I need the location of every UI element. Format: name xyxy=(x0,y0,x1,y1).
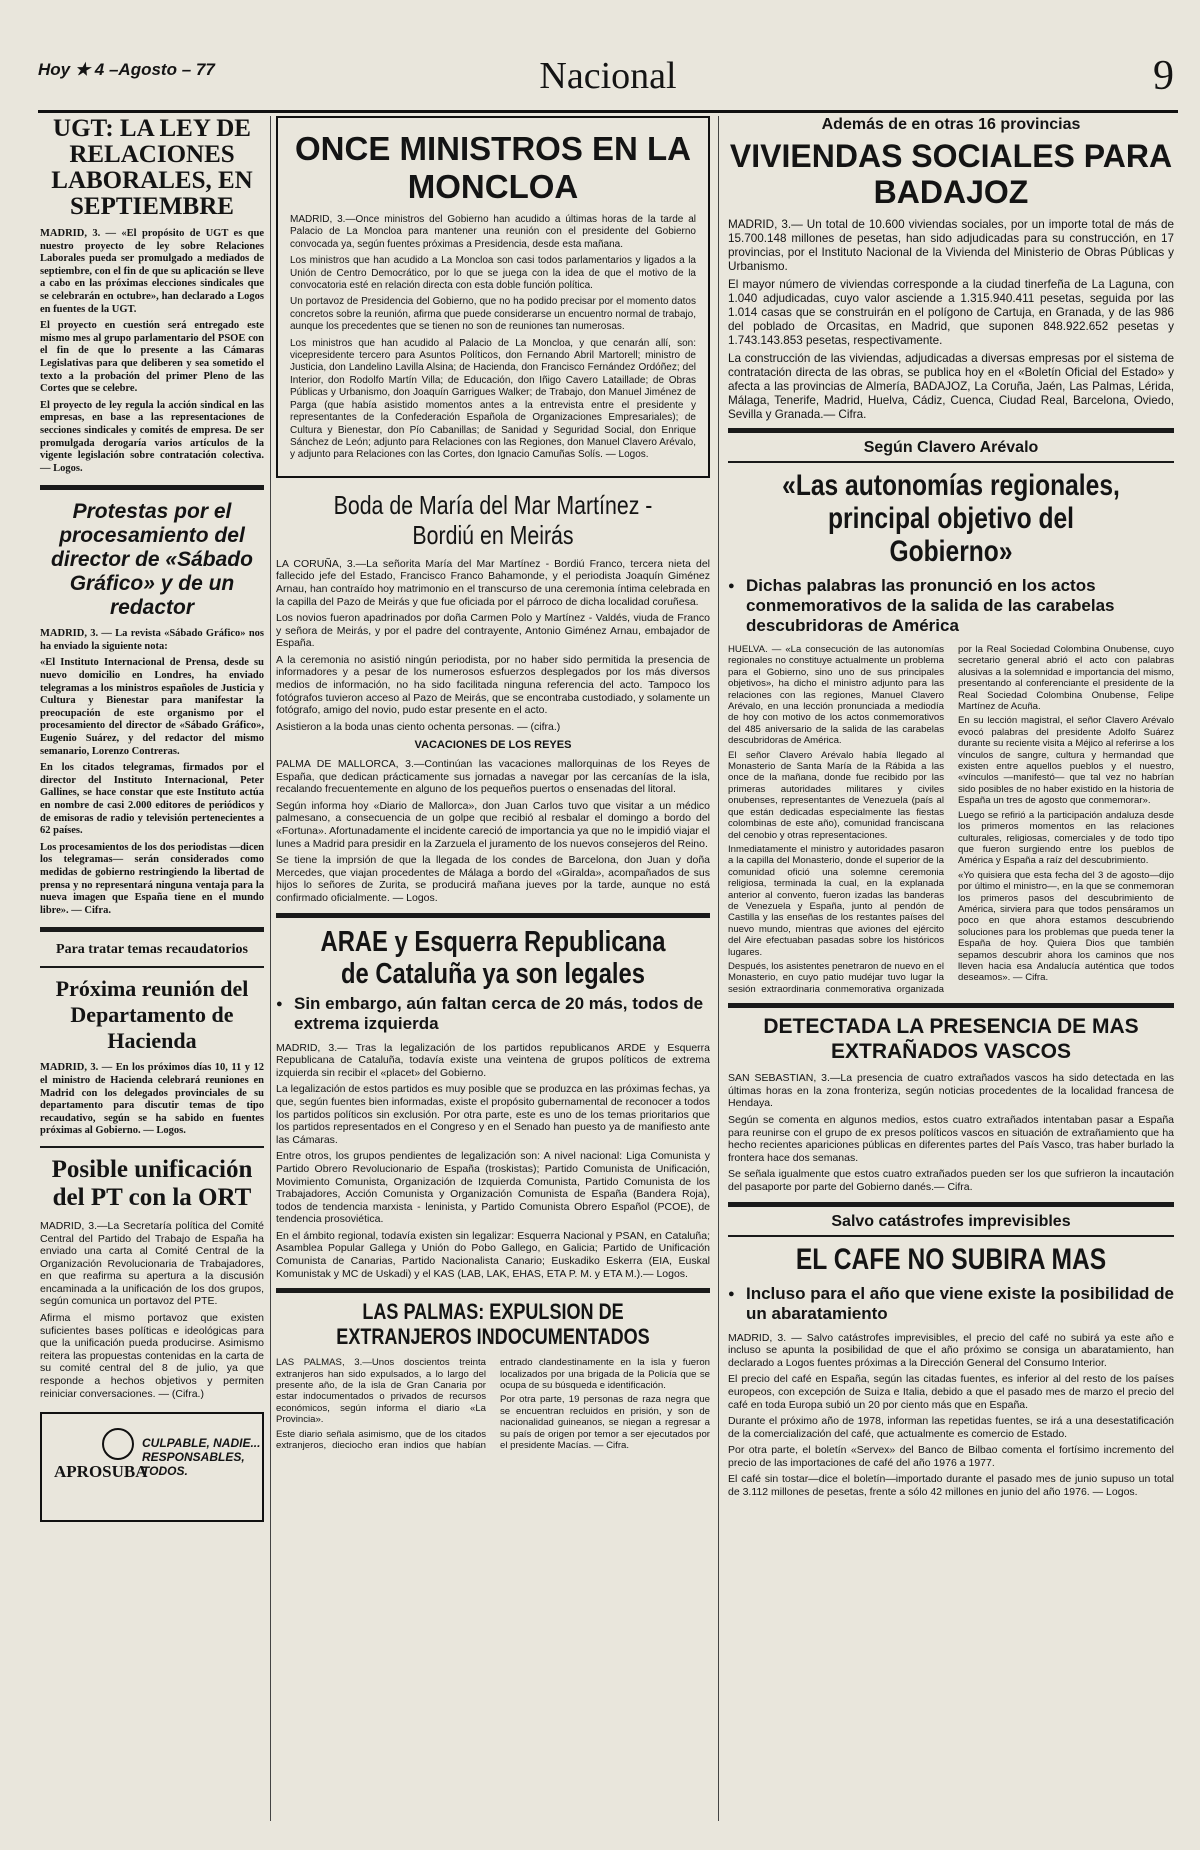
viviendas-kicker: Además de en otras 16 provincias xyxy=(821,116,1081,133)
masthead xyxy=(38,52,1178,113)
paragraph: Después, los asistentes penetraron de nuevo en el Monasterio, en cuyo patio mudéjar tuvo lugar la sesión extraordinaria conmemorativa organizada por la Real Sociedad Colombina Onubense, cuyo secretario general abrió el acto con palabras alusivas a la solemnidad e importancia del mismo, presentando al conferenciante el presidente de la Real Sociedad Colombina Onubense, Felipe Martínez de Acuña. xyxy=(728,644,1174,995)
paragraph: Un portavoz de Presidencia del Gobierno, que no ha podido precisar por el momento datos concretos sobre la reunión, afirma que puede considerarse un encuentro normal de trabajo, aunque los precedentes que se tienen no son de reuniones tan numerosas. xyxy=(290,296,696,333)
pt-ort-article xyxy=(40,1220,264,1400)
column-divider xyxy=(270,116,271,1821)
pt-ort-headline: Posible unificación del PT con la ORT xyxy=(51,1155,253,1211)
hacienda-article xyxy=(40,1062,264,1138)
page-number: 9 xyxy=(1153,53,1174,99)
divider xyxy=(40,966,264,968)
divider xyxy=(728,1235,1174,1237)
paragraph: La construcción de las viviendas, adjudicadas a diversas empresas por el sistema de contratación directa de las obras, se publica hoy en el «Boletín Oficial del Estado» y afecta a las provincias de Almería, BADAJOZ, La Coruña, Jaén, Las Palmas, Lérida, Málaga, Tenerife, Madrid, Huelva, Cádiz, Cuenca, Ciudad Real, Barcelona, Oviedo, Sevilla y Granada.— Cifra. xyxy=(728,352,1174,421)
autonomias-kicker: Según Clavero Arévalo xyxy=(863,439,1039,456)
section-bar xyxy=(276,1288,710,1293)
paragraph: El proyecto en cuestión será entregado este mismo mes al grupo parlamentario del PSOE con el fin de que lo presente a las Cámaras Legislativas para que deliberen y sea sometido el texto a la probación del primer Pleno de las Cortes que se celebre. xyxy=(40,320,264,395)
hacienda-headline: Próxima reunión del Departamento de Hacienda xyxy=(55,976,249,1054)
boda-article xyxy=(276,558,710,905)
ministros-headline: ONCE MINISTROS EN LA MONCLOA xyxy=(294,130,692,205)
hacienda-kicker: Para tratar temas recaudatorios xyxy=(56,942,248,958)
cafe-article xyxy=(728,1332,1174,1499)
vacaciones-subhead: VACACIONES DE LOS REYES xyxy=(414,739,572,752)
ad-line: CULPABLE, NADIE... xyxy=(142,1436,261,1451)
ad-logo: APROSUBA xyxy=(54,1462,148,1482)
paragraph: A la ceremonia no asistió ningún periodista, por no haber sido permitida la presencia de informadores y a pesar de los numerosos esfuerzos desplegados por los más diversos medios de información, no ha sido facilitada ninguna referencia del acto. Tampoco los fotógrafos tuvieron acceso al Pazo de Meirás, que se encontraba custodiado, y solamente un fotógrafo, amigo del novio, pudo estar presente en el acto. xyxy=(276,653,710,717)
autonomias-bullet: ● Dichas palabras las pronunció en los actos conmemorativos de la salida de las carabelas descubridoras de América xyxy=(728,576,1174,636)
autonomias-article xyxy=(728,644,1174,995)
paragraph: MADRID, 3. — «El propósito de UGT es que nuestro proyecto de ley sobre Relaciones Laborales pueda ser promulgado a mediados de septiembre, con el fin de que su aplicación se lleve a cabo en las próximas elecciones sindicales que se celebrarán en octubre», han declarado a Logos en fuentes de la UGT. xyxy=(40,228,264,315)
arae-headline: ARAE y Esquerra Republicana de Cataluña ya son legales xyxy=(320,925,666,990)
arae-bullet: ● Sin embargo, aún faltan cerca de 20 más, todos de extrema izquierda xyxy=(276,994,710,1034)
ministros-article xyxy=(290,214,696,462)
ad-line: TODOS. xyxy=(142,1464,188,1479)
paragraph: PALMA DE MALLORCA, 3.—Continúan las vacaciones mallorquinas de los Reyes de España, que dedican prácticamente sus jornadas a navegar por las cercanías de la isla, recalando frecuentemente en alguno de los pequeños puertos o ensenadas del litoral. xyxy=(276,758,710,796)
protestas-headline: Protestas por el procesamiento del director de «Sábado Gráfico» y de un redactor xyxy=(51,500,253,620)
paragraph: MADRID, 3. — La revista «Sábado Gráfico» nos ha enviado la siguiente nota: xyxy=(40,628,264,652)
viviendas-article xyxy=(728,218,1174,422)
paragraph: Los procesamientos de los dos periodistas —dicen los telegramas— serán considerados como medidas de gobierno restringiendo la libertad de prensa y no representará ninguna ventaja para la nueva imagen que España tiene en el mundo libre». — Cifra. xyxy=(40,841,264,916)
paragraph: LAS PALMAS, 3.—Unos doscientos treinta extranjeros han sido expulsados, a lo largo del presente año, de la isla de Gran Canaria por estar indocumentados o privados de recursos económicos, según informa el diario «La Provincia». xyxy=(276,1357,486,1426)
paragraph: La legalización de estos partidos es muy posible que se produzca en las próximas fechas, ya que, según fuentes bien informadas, existe el propósito gubernamental de reconocer a todos los partidos políticos sin exclusión. Por otra parte, este es uno de los temas prioritarios que los partidos representados en el Congreso y en el Senado han puesto ya de manifiesto ante las Cámaras. xyxy=(276,1083,710,1146)
autonomias-headline: «Las autonomías regionales, principal objetivo del Gobierno» xyxy=(782,469,1120,568)
paragraph: El café sin tostar—dice el boletín—importado durante el pasado mes de junio supuso un total de 3.112 millones de pesetas, frente a sólo 42 millones en junio del año 1976. — Logos. xyxy=(728,1473,1174,1499)
section-bar xyxy=(40,485,264,490)
aprosuba-ad xyxy=(40,1412,264,1522)
paragraph: Los ministros que han acudido al Palacio de La Moncloa, y que cenarán allí, son: vicepresidente tercero para Asuntos Políticos, don Fernando Abril Martorell; ministro de Justicia, don Landelino Lavilla Alsina; de Hacienda, don Francisco Fernández Ordóñez; del Interior, don Rodolfo Martín Villa; de Educación, don Iñigo Cavero Lataillade; de Obras Públicas y Urbanismo, don Joaquín Garrigues Walker; de Trabajo, don Manuel Jiménez de Parga (que había asistido momentos antes a la entrevista entre el presidente y representantes de la Confederación Española de Organizaciones Empresariales); de Cultura y Bienestar, don Pío Cabanillas; de Sanidad y Seguridad Social, don Enrique Sánchez de León; adjunto para Relaciones con las Regiones, don Manuel Clavero Arévalo, y adjunto para Relaciones con las Cortes, don Ignacio Camuñas Solís. — Logos. xyxy=(290,337,696,461)
paragraph: Entre otros, los grupos pendientes de legalización son: A nivel nacional: Liga Comunista y Partido Obrero Revolucionario de España (troskistas); Partido Comunista de Unificación, Movimiento Comunista, Organización de Izquierda Comunista, Partido Comunista de los Trabajadores, Acción Comunista y Organización Comunista de España (Bandera Roja), todos de tendencia marxista - leninista, y Partido Comunista Obrero Español (PCOE), de tendencia prosoviética. xyxy=(276,1150,710,1226)
section-bar xyxy=(728,1202,1174,1207)
paragraph: El señor Clavero Arévalo había llegado al Monasterio de Santa María de la Rábida a las once de la mañana, donde fue recibido por las primeras autoridades militares y civiles onubenses, representantes de Venezuela (país al que están dedicadas especialmente las fiestas colombinas de este año), comunidad franciscana del cenobio y otras representaciones. xyxy=(728,749,944,841)
cafe-headline: EL CAFE NO SUBIRA MAS xyxy=(795,1242,1107,1276)
column-right xyxy=(728,116,1174,1503)
column-divider xyxy=(718,116,719,1821)
ugt-headline: UGT: LA LEY DE RELACIONES LABORALES, EN SEPTIEMBRE xyxy=(51,115,253,220)
section-bar xyxy=(276,913,710,918)
protestas-article xyxy=(40,628,264,917)
column-center xyxy=(276,116,710,1453)
paragraph: MADRID, 3. — Salvo catástrofes imprevisibles, el precio del café no subirá ya este año e incluso se apunta la posibilidad de que el año próximo se consiga un abaratamiento, han declarado a Logos fuentes próximas a la Dirección General del Consumo Interior. xyxy=(728,1331,1174,1369)
section-bar xyxy=(728,428,1174,433)
viviendas-headline: VIVIENDAS SOCIALES PARA BADAJOZ xyxy=(729,138,1173,210)
ad-line: RESPONSABLES, xyxy=(142,1450,245,1465)
paragraph: Según se comenta en algunos medios, estos cuatro extrañados intentaban pasar a España para reunirse con el grupo de ex presos políticos vascos en situación de extrañamiento que ha hecho recientes apariciones públicas en diferentes partes del País Vasco, tras haber burlado la frontera hace dos semanas. xyxy=(728,1113,1174,1164)
paragraph: MADRID, 3.— Un total de 10.600 viviendas sociales, por un importe total de más de 15.700.148 millones de pesetas, han sido adjudicadas para su construcción, en 17 provincias, por el Instituto Nacional de la Vivienda del Ministerio de Obras Públicas y Urbanismo. xyxy=(728,218,1174,273)
paragraph: Los ministros que han acudido a La Moncloa son casi todos parlamentarios y ligados a la Unión de Centro Democrático, por lo que se juega con la idea de que el motivo de la convocatoria esté en relación directa con esta doble función política. xyxy=(290,255,696,292)
paragraph: Este diario señala asimismo, que de los citados extranjeros, dieciocho eran indios que habían entrado clandestinamente en la isla y fueron localizados por una brigada de la Policía que se ocupa de su búsqueda e identificación. xyxy=(276,1357,710,1452)
paragraph: Se señala igualmente que estos cuatro extrañados pueden ser los que sufrieron la incautación del pasaporte por parte del Gobierno danés.— Cifra. xyxy=(728,1168,1174,1193)
ad-slogan xyxy=(142,1436,260,1478)
paragraph: Según informa hoy «Diario de Mallorca», don Juan Carlos tuvo que visitar a un médico palmesano, a consecuencia de un golpe que recibió al resbalar el domingo a bordo del «Fortuna». Afortunadamente el incidente careció de importancia ya que no le impidió viajar el lunes a Madrid para presidir en la Zarzuela el juramento de los nuevos consejeros del Reino. xyxy=(276,799,710,850)
paragraph: Afirma el mismo portavoz que existen suficientes bases políticas e ideológicas para que la unificación pueda producirse. Asimismo reitera las propuestas contenidas en la carta de su comité central del 8 de julio, ya que responde a hechos objetivos y permiten reiniciar conversaciones. — (Cifra.) xyxy=(40,1312,264,1400)
laspalmas-headline: LAS PALMAS: EXPULSION DE EXTRANJEROS INDOCUMENTADOS xyxy=(336,1299,650,1350)
paragraph: Inmediatamente el ministro y autoridades pasaron a la capilla del Monasterio, donde el superior de la comunidad ofició una solemne ceremonia religiosa, terminada la cual, en la explanada anterior al convento, fueron izadas las banderas de Venezuela y España, junto al pendón de Castilla y las enseñas de los restantes países del nuevo mundo, mientras que aviones del ejército del Aire efectuaban pasadas sobre los históricos lugares. xyxy=(728,843,944,958)
paragraph: En su lección magistral, el señor Clavero Arévalo evocó palabras del presidente Adolfo Suárez durante su reciente visita a Méjico al referirse a los vínculos de sangre, cultura y hermandad que existen entre aquellos pueblos y el nuestro, «vínculos —manifestó— que tal vez no habrían sido posibles de no haber existido en la historia de España un tres de agosto que conmemorar». xyxy=(958,715,1174,807)
boda-headline: Boda de María del Mar Martínez - Bordiú en Meirás xyxy=(333,489,653,550)
arae-article xyxy=(276,1042,710,1281)
paragraph: Luego se refirió a la participación andaluza desde los primeros momentos en las relaciones culturales, religiosas, comerciales y de todo tipo que fueron surgiendo entre los pueblos de América y España a raíz del descubrimiento. xyxy=(958,809,1174,867)
paragraph: Por otra parte, 19 personas de raza negra que se encuentran recluidos en prisión, y son de nacionalidad guineanos, se niegan a regresar a su país de origen por temor a ser ejecutados por el presidente Macías. — Cifra. xyxy=(500,1394,710,1452)
laspalmas-article xyxy=(276,1357,710,1453)
section-bar xyxy=(40,927,264,932)
ugt-article xyxy=(40,228,264,475)
paragraph: SAN SEBASTIAN, 3.—La presencia de cuatro extrañados vascos ha sido detectada en las últimas horas en la zona fronteriza, según noticias procedentes de la localidad francesa de Hendaya. xyxy=(728,1072,1174,1110)
paragraph: Asistieron a la boda unas ciento ochenta personas. — (cifra.) xyxy=(276,720,561,733)
paragraph: En los citados telegramas, firmados por el director del Instituto Internacional, Peter Gallines, se hace constar que este Instituto actúa en nombre de casi 2.000 editores de periódicos y de emisoras de radio y televisión pertenecientes a 62 países. xyxy=(40,762,264,837)
paragraph: Durante el próximo año de 1978, informan las repetidas fuentes, se irá a una desestatificación de la comercialización del café, que actualmente es comercio de Estado. xyxy=(728,1415,1174,1440)
vascos-article xyxy=(728,1072,1174,1193)
column-left xyxy=(40,116,264,1522)
paragraph: Los novios fueron apadrinados por doña Carmen Polo y Martínez - Valdés, viuda de Franco y señora de Meirás, y por el padre del contrayente, Antonio Giménez Arnau, embajador de España. xyxy=(276,612,710,650)
cafe-kicker: Salvo catástrofes imprevisibles xyxy=(831,1212,1071,1230)
paragraph: LA CORUÑA, 3.—La señorita María del Mar Martínez - Bordiú Franco, tercera nieta del fallecido jefe del Estado, Francisco Franco Bahamonde, y el periodista Joaquín Giménez Arnau, han contraído hoy matrimonio en el transcurso de una ceremonia íntima celebrada en la capilla del Pazo de Meirás y que fue oficiada por el párroco de dicha localidad coruñesa. xyxy=(276,557,710,608)
paragraph: El mayor número de viviendas corresponde a la ciudad tinerfeña de La Laguna, con 1.040 adjudicadas, cuyo valor asciende a 1.315.940.411 pesetas, seguida por las 1.014 casas que se construirán en el polígono de Cartuja, en Granada, y de las 986 del poblado de Orcasitas, en Madrid, que suponen 848.922.652 pesetas y 1.743.143.853 pesetas, respectivamente. xyxy=(728,278,1174,347)
figure-icon xyxy=(102,1428,134,1460)
vascos-headline: DETECTADA LA PRESENCIA DE MAS EXTRAÑADOS VASCOS xyxy=(763,1015,1139,1064)
paragraph: El proyecto de ley regula la acción sindical en las empresas, en base a las representaciones de secciones sindicales y comités de empresa. De ser promulgada derogaría varios artículos de la vigente legislación sobre contratación colectiva. — Logos. xyxy=(40,399,264,474)
divider xyxy=(728,461,1174,463)
paragraph: MADRID, 3.—La Secretaría política del Comité Central del Partido del Trabajo de España ha enviado una carta al Comité Central de la Organización Revolucionaria de Trabajadores, en que reafirma su apertura a la discusión encaminada a la unificación de los dos grupos, según comunica un portavoz del PTE. xyxy=(40,1219,264,1308)
paragraph: «Yo quisiera que esta fecha del 3 de agosto—dijo por último el ministro—, en la que se conmemoran los primeros pasos del descubrimiento de América, sirviera para que todos pensáramos un poco en que ahora estamos descubriendo soluciones para los problemas que pueda tener la España de hoy. Quiera Dios que también sepamos descubrir ahora los caminos que nos lleven hacia esa Andalucía auténtica que todos deseamos». — Cifra. xyxy=(958,869,1174,984)
masthead-date: Hoy ★ 4 –Agosto – 77 xyxy=(38,60,215,79)
divider xyxy=(40,1146,264,1148)
ministros-box xyxy=(276,116,710,478)
paragraph: HUELVA. — «La consecución de las autonomías regionales no constituye actualmente un problema para el Gobierno, sino uno de sus principales objetivos», ha dicho el ministro adjunto para las relaciones con las regiones, Manuel Clavero Arévalo, en una lección pronunciada a mediodía de hoy con motivo de los actos conmemorativos del 485 aniversario de la salida de las carabelas descubridoras de América. xyxy=(728,644,944,747)
paragraph: Por otra parte, el boletín «Servex» del Banco de Bilbao comenta el fortísimo incremento del precio de las importaciones de café del año 1976 a 1977. xyxy=(728,1444,1174,1469)
cafe-bullet: ● Incluso para el año que viene existe la posibilidad de un abaratamiento xyxy=(728,1284,1174,1324)
paragraph: MADRID, 3. — En los próximos días 10, 11 y 12 el ministro de Hacienda celebrará reuniones en Madrid con los delegados provinciales de su departamento para discutir temas de tipo recaudativo, según se ha sabido en fuentes próximas al Gobierno. — Logos. xyxy=(40,1062,264,1137)
paragraph: «El Instituto Internacional de Prensa, desde su nuevo domicilio en Londres, ha enviado telegramas a los ministros españoles de Justicia y Cultura y Bienestar para manifestar la preocupación de este organismo por el procesamiento del director de «Sábado Gráfico», Eugenio Suárez, y del redactor del mismo semanario, Lorenzo Contreras. xyxy=(40,657,264,757)
paragraph: MADRID, 3.— Tras la legalización de los partidos republicanos ARDE y Esquerra Republicana de Cataluña, todavía existe una veintena de grupos políticos de extrema izquierda sin recibir el «placet» del Gobierno. xyxy=(276,1041,710,1079)
paragraph: El precio del café en España, según las citadas fuentes, es inferior al del resto de los países europeos, con excepción de Suiza e Italia, debido a que el pasado mes de marzo el precio del café en toda Europa subió un 20 por ciento más que en España. xyxy=(728,1373,1174,1411)
section-title: Nacional xyxy=(539,55,677,97)
paragraph: MADRID, 3.—Once ministros del Gobierno han acudido a últimas horas de la tarde al Palacio de La Moncloa para mantener una reunión con el presidente del Gobierno convocada ya, según fuentes próximas a Presidencia, desde esta mañana. xyxy=(290,214,696,250)
paragraph: En el ámbito regional, todavía existen sin legalizar: Esquerra Nacional y PSAN, en Cataluña; Asamblea Popular Gallega y Unión do Pobo Gallego, en Galicia; Partido de Unificación Comunista de Canarias, Partido Nacionalista Canario; Euskadiko Eskerra (EIA, Euskal Komunistak y MC de Uskadi) y el KAS (LAB, LAK, EHAS, ETA P. M. y ETA M.).— Logos. xyxy=(276,1229,710,1280)
paragraph: Se tiene la imprsión de que la llegada de los condes de Barcelona, don Juan y doña Mercedes, que viajan procedentes de Málaga a bordo del «Giralda», acompañados de sus hijos lo señores de Zurita, se producirá mañana jueves por la tarde, aunque no está confirmado oficialmente. — Logos. xyxy=(276,854,710,904)
section-bar xyxy=(728,1003,1174,1008)
